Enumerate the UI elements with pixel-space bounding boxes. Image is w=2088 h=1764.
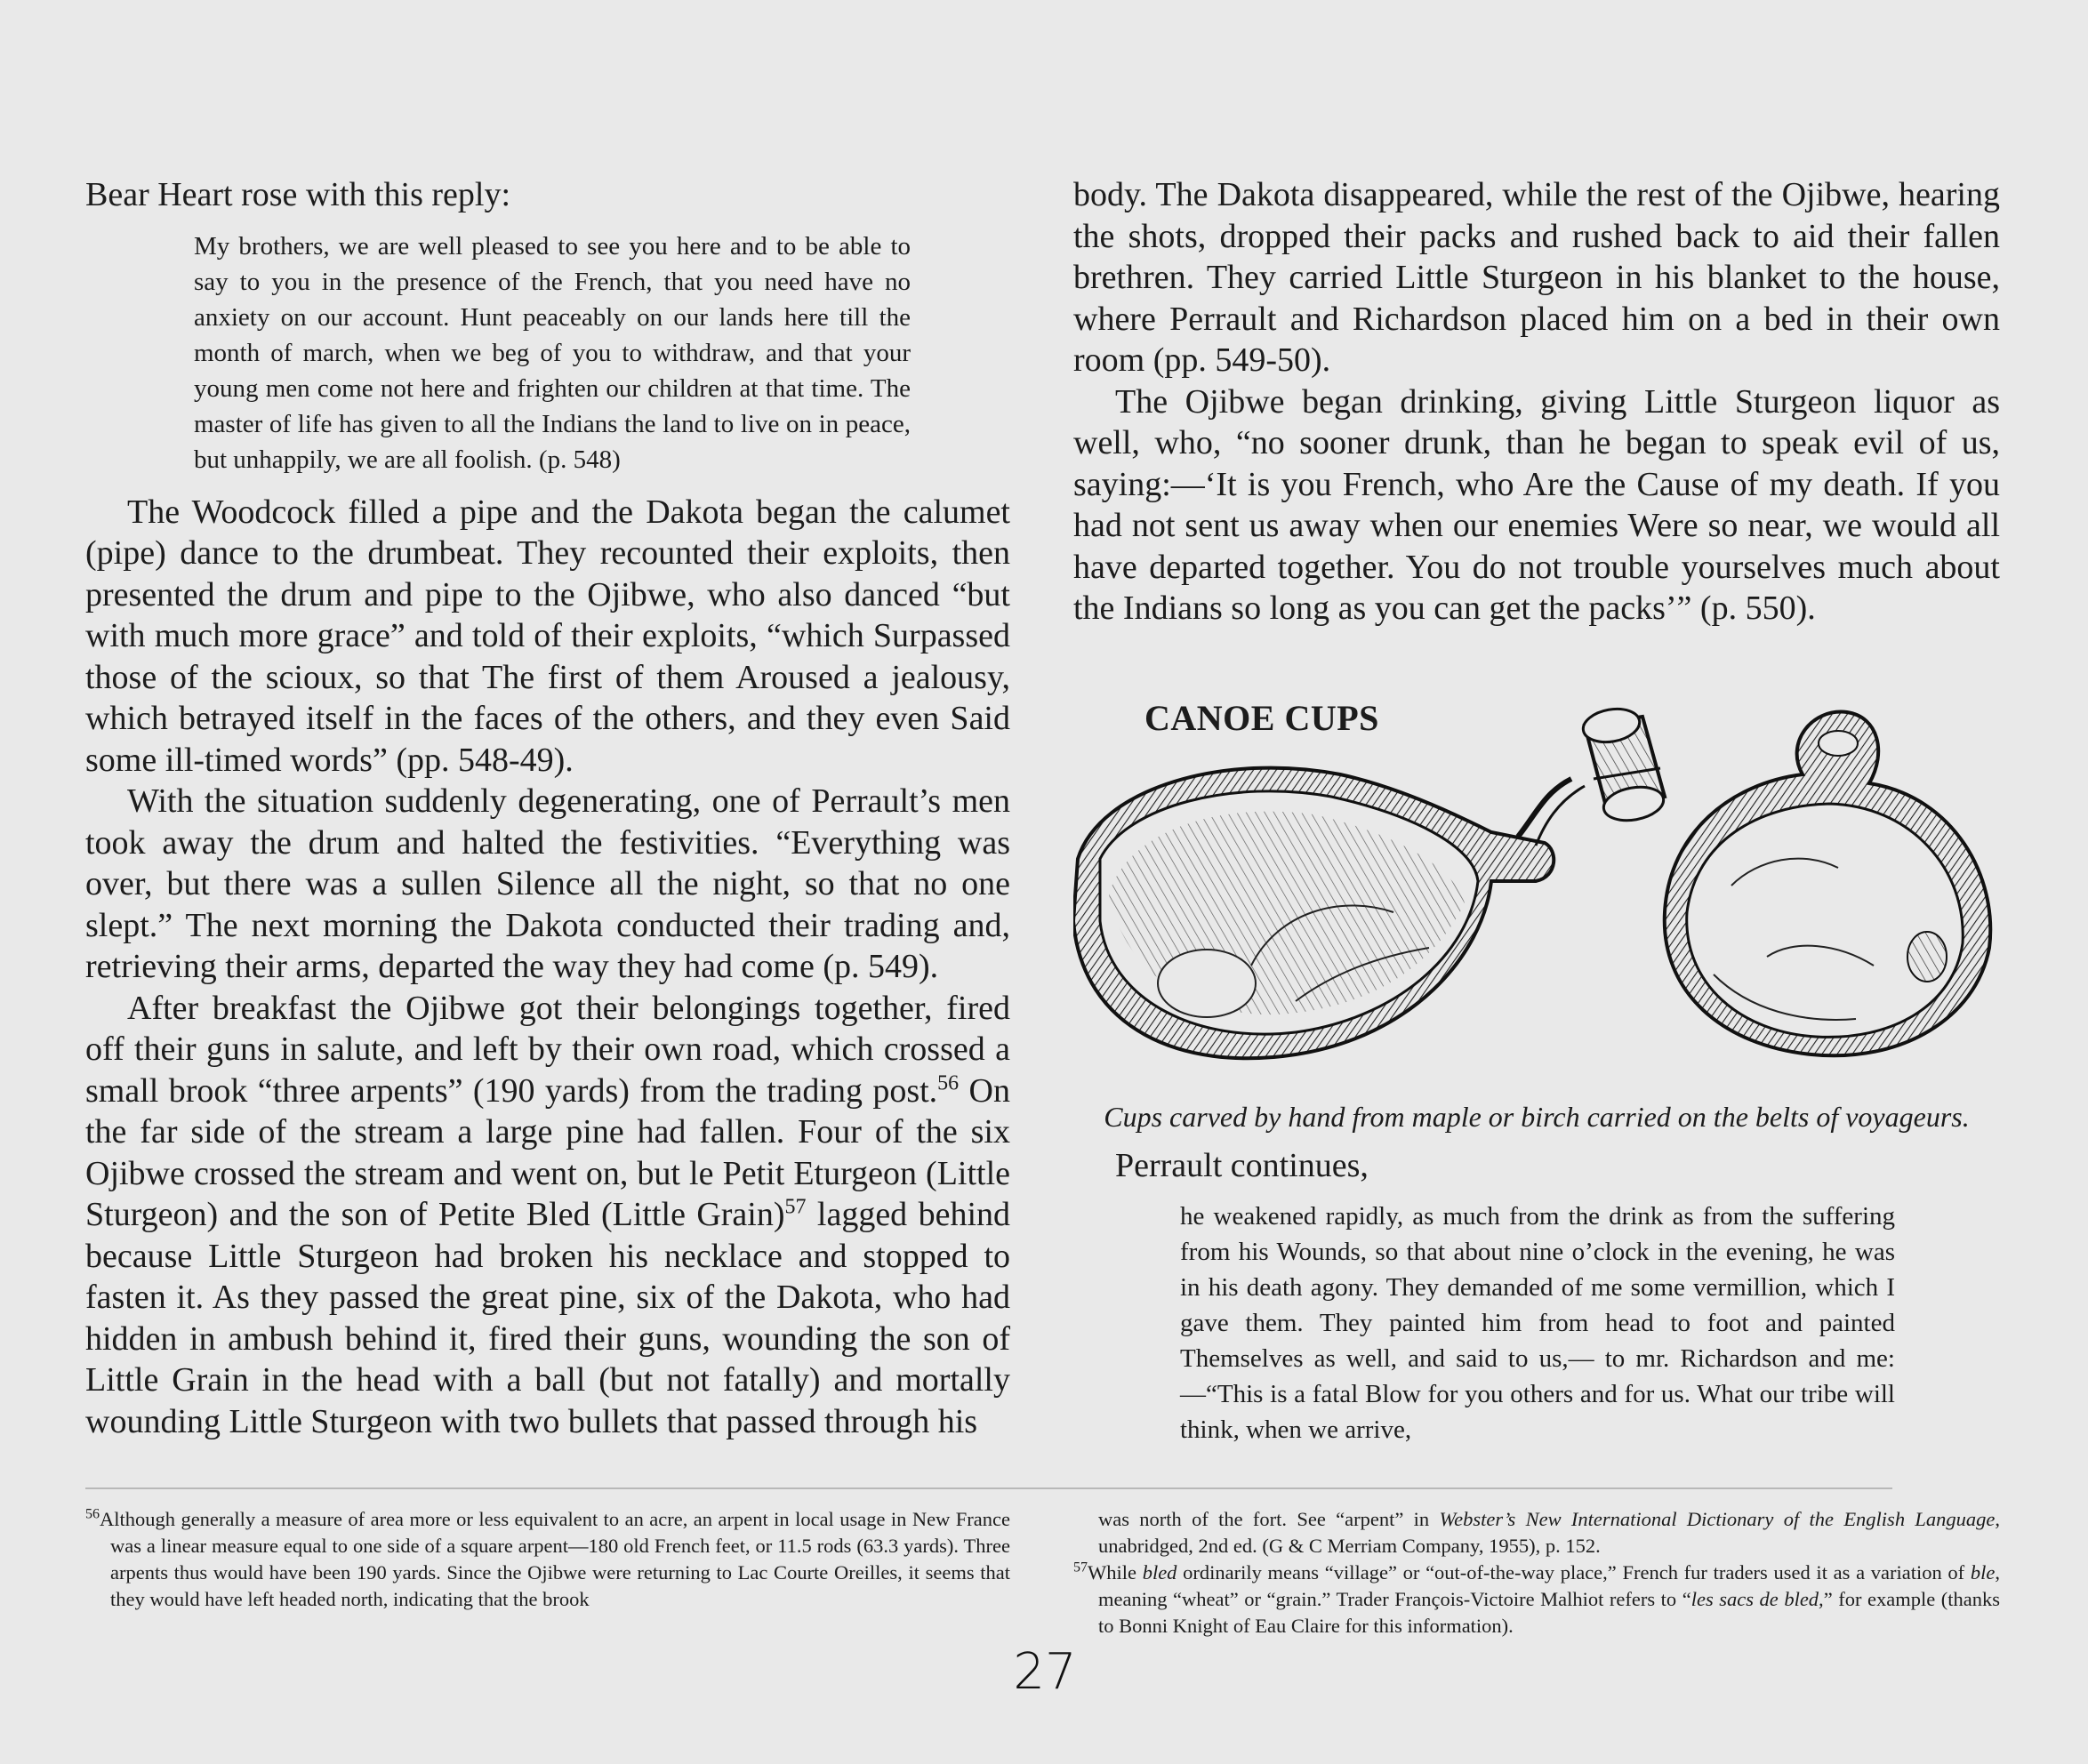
- footnotes-right: [1073, 1506, 2000, 1640]
- paragraph-breakfast-c: lagged behind because Little Sturgeon had broken his necklace and stopped to fasten it. As they passed the great pine, six of the Dakota, who had hidden in ambush behind it, fired their guns, wounding the son of Little Grain in the head with a ball (but not fatally) and mortally wounding Little Sturgeon with two bullets that passed through his: [85, 1196, 1010, 1440]
- right-column: [1073, 174, 2000, 1462]
- paragraph-degenerating: With the situation suddenly degenerating, one of Perrault’s men took away the drum and halted the festivities. “Everything was over, but there was a sullen Silence all the night, so that no one slept.” The next morning the Dakota conducted their trading and, retrieving their arms, departed the way they had come (p. 549).: [85, 782, 1010, 985]
- illustration-caption: Cups carved by hand from maple or birch carried on the belts of voyageurs.: [1104, 1100, 1970, 1133]
- footnote-divider: [85, 1487, 1892, 1489]
- cork-toggle: [1580, 704, 1666, 824]
- block-quote-perrault: he weakened rapidly, as much from the drink as from the suffering from his Wounds, so that about nine o’clock in the evening, he was in his death agony. They demanded of me some vermillion, which I gave them. They painted him from head to foot and painted Themselves as well, and said to us,— to mr. Richardson and me:—“This is a fatal Blow for you others and for us. What our tribe will think, when we arrive,: [1180, 1202, 1895, 1444]
- footnote-57-c: , meaning “wheat” or “grain.” Trader François-Victoire Malhiot refers to “: [1098, 1561, 2000, 1610]
- footnote-56-cont-b: , unabridged, 2nd ed. (G & C Merriam Company, 1955), p. 152.: [1098, 1508, 2000, 1557]
- intro-line: Bear Heart rose with this reply:: [85, 176, 511, 213]
- canoe-cups-drawing: [1073, 690, 2000, 1099]
- page-number: 27: [1013, 1643, 1077, 1701]
- footnote-56: [85, 1506, 1010, 1613]
- perrault-continues: Perrault continues,: [1115, 1146, 1369, 1184]
- footnote-57-a: While: [1088, 1561, 1143, 1584]
- paragraph-breakfast: [85, 988, 1010, 1443]
- block-quote-bear-heart: My brothers, we are well pleased to see you here and to be able to say to you in the presence of the French, that you need have no anxiety on our account. Hunt peaceably on our lands here till the month of march, when we beg of you to withdraw, and that your young men come not here and frighten our children at that time. The master of life has given to all the Indians the land to live on in peace, but unhappily, we are all foolish. (p. 548): [194, 231, 911, 474]
- paragraph-breakfast-a: After breakfast the Ojibwe got their belongings together, fired off their guns in salute, and left by their own road, which crossed a small brook “three arpents” (190 yards) from the trading post.: [85, 989, 1010, 1110]
- paragraph-breakfast-b: On the far side of the stream a large pine had fallen. Four of the six Ojibwe crossed the stream and went on, but le Petit Eturgeon (Little Sturgeon) and the son of Petite Bled (Little Grain): [85, 1071, 1010, 1233]
- footnote-57-b: ordinarily means “village” or “out-of-the-way place,” French fur traders used it as a variation of: [1177, 1561, 1971, 1584]
- canoe-cups-illustration: [1073, 690, 2000, 1099]
- footnote-57-sacs: les sacs de bled,: [1690, 1588, 1824, 1610]
- footnote-ref-57[interactable]: 57: [784, 1195, 807, 1219]
- footnote-mark-57: 57: [1073, 1560, 1088, 1576]
- footnotes-left: [85, 1506, 1010, 1613]
- footnote-57: [1073, 1560, 2000, 1640]
- footnote-56-cont-a: was north of the fort. See “arpent” in: [1098, 1508, 1440, 1530]
- footnote-56-dictionary-title: Webster’s New International Dictionary of the English Language: [1439, 1508, 1996, 1530]
- footnote-57-bled: bled: [1142, 1561, 1177, 1584]
- footnote-57-d: ” for example (thanks to Bonni Knight of Eau Claire for this information).: [1098, 1588, 2000, 1637]
- left-cup: [1073, 767, 1585, 1058]
- section-heading: CANOE CUPS: [1144, 697, 1379, 738]
- paragraph-body-continued: body. The Dakota disappeared, while the rest of the Ojibwe, hearing the shots, dropped their packs and rushed back to aid their fallen brethren. They carried Little Sturgeon in his blanket to the house, where Perrault and Richardson placed him on a bed in their own room (pp. 549-50).: [1073, 176, 2000, 379]
- left-column: [85, 174, 1010, 1442]
- paragraph-woodcock: The Woodcock filled a pipe and the Dakota began the calumet (pipe) dance to the drumbeat. They recounted their exploits, then presented the drum and pipe to the Ojibwe, who also danced “but with much more grace” and told of their exploits, “which Surpassed those of the scioux, so that The first of them Aroused a jealousy, which betrayed itself in the faces of the others, and they even Said some ill-timed words” (pp. 548-49).: [85, 493, 1010, 779]
- footnote-ref-56[interactable]: 56: [937, 1070, 960, 1094]
- right-cup: [1665, 711, 1991, 1055]
- footnote-57-ble: ble: [1970, 1561, 1996, 1584]
- footnote-56-continued: [1073, 1506, 2000, 1560]
- footnote-56-text: Although generally a measure of area more or less equivalent to an acre, an arpent in local usage in New France was a linear measure equal to one side of a square arpent—180 old French feet, or 11.5 rods (63.3 yards). Three arpents thus would have been 190 yards. Since the Ojibwe were returning to Lac Courte Oreilles, it seems that they would have left headed north, indicating that the brook: [100, 1508, 1010, 1610]
- paragraph-drinking: The Ojibwe began drinking, giving Little Sturgeon liquor as well, who, “no sooner drunk, than he began to speak evil of us, saying:—‘It is you French, who Are the Cause of my death. If you had not sent us away when our enemies Were so near, we would all have departed together. You do not trouble yourselves much about the Indians so long as you can get the packs’” (p. 550).: [1073, 382, 2000, 627]
- footnote-mark-56: 56: [85, 1506, 100, 1522]
